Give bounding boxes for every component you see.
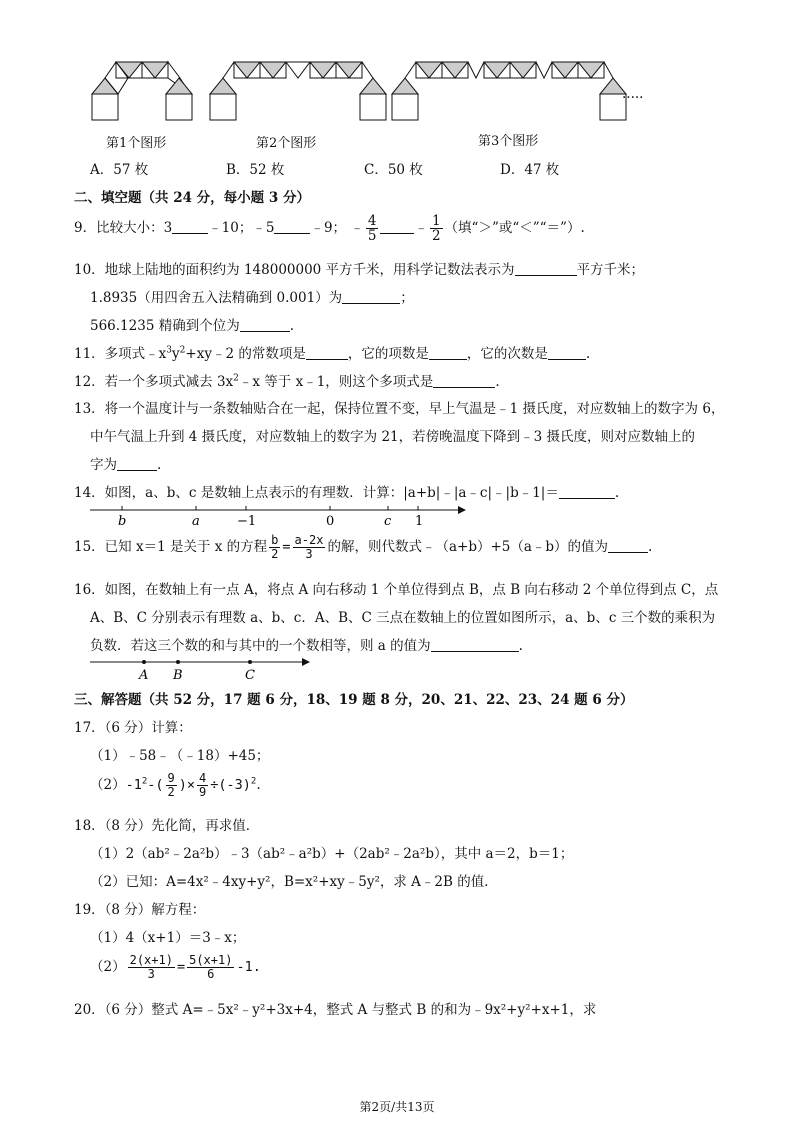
question-18-part2: （2）已知：A=4x²﹣4xy+y²，B=x²+xy﹣5y²，求 A﹣2B 的值． xyxy=(90,874,498,890)
question-19-part2: （2） $\frac{2(x+1)}{3}$ = $\frac{5(x+1)}{6}$ -1. xyxy=(90,953,261,981)
q17-fraction-1: $\frac{9}{2}$ xyxy=(167,771,175,799)
option-b: B．52 枚 xyxy=(226,162,285,178)
figure-caption-3: 第3个图形 xyxy=(478,134,539,149)
q9-p2: ﹣10；﹣5 xyxy=(208,220,275,237)
question-19-part1: （1）4（x+1）＝3﹣x； xyxy=(90,930,246,946)
numline1-label-b: b xyxy=(118,514,127,529)
q9-prefix: 9．比较大小：3 xyxy=(74,220,173,237)
question-13-line1: 13．将一个温度计与一条数轴贴合在一起，保持位置不变，早上气温是﹣1 摄氏度，对应数轴上的数字为 6， xyxy=(74,401,725,417)
question-10-line1: 10．地球上陆地的面积约为 148000000 平方千米，用科学记数法表示为 平方千米； xyxy=(74,262,645,278)
numline2-label-A: A xyxy=(139,668,149,683)
q15-fraction-1: $\frac{b}{2}$ xyxy=(271,533,279,561)
question-20: 20．（6 分）整式 A=﹣5x²﹣y²+3x+4，整式 A 与整式 B 的和为﹣9x²+y²+x+1，求 xyxy=(74,1002,597,1018)
q10-blank-1[interactable] xyxy=(515,261,577,276)
q15-fraction-2: $\frac{a-2x}{3}$ xyxy=(294,533,324,561)
q9-blank-2[interactable] xyxy=(274,219,310,234)
figure-1 xyxy=(92,62,192,120)
q13-blank[interactable] xyxy=(117,456,157,471)
q19-fraction-2: $\frac{5(x+1)}{6}$ xyxy=(189,953,233,981)
question-18-part1: （1）2（ab²﹣2a²b）﹣3（ab²﹣a²b）+（2ab²﹣2a²b），其中 a＝2，b＝1； xyxy=(90,846,574,862)
page-footer: 第2页/共13页 xyxy=(359,1100,435,1114)
number-line-2 xyxy=(86,652,326,684)
q9-p3: ﹣9； xyxy=(310,220,347,237)
question-17-title: 17．（6 分）计算： xyxy=(74,720,192,736)
q9-suffix: （填“＞”或“＜”“＝”）. xyxy=(444,220,585,237)
pattern-figures xyxy=(80,50,680,130)
q9-fraction-1: $\frac{4}{5}$ xyxy=(367,213,377,245)
question-16-line3: 负数．若这三个数的和与其中的一个数相等，则 a 的值为 . xyxy=(90,638,523,654)
q16-blank[interactable] xyxy=(431,637,519,652)
numline1-label-a: a xyxy=(192,514,200,529)
figure-3 xyxy=(392,62,626,120)
question-16-line1: 16．如图，在数轴上有一点 A，将点 A 向右移动 1 个单位得到点 B，点 B 向右移动 2 个单位得到点 C，点 xyxy=(74,582,719,598)
number-line-1 xyxy=(86,500,476,530)
numline1-label-c: c xyxy=(384,514,392,529)
figure-caption-2: 第2个图形 xyxy=(256,136,317,151)
q9-blank-3[interactable] xyxy=(380,219,414,234)
q11-blank-3[interactable] xyxy=(548,345,586,360)
option-a: A．57 枚 xyxy=(90,162,149,178)
numline2-label-C: C xyxy=(245,668,255,683)
figure-caption-1: 第1个图形 xyxy=(106,136,167,151)
question-15: 15．已知 x＝1 是关于 x 的方程 $\frac{b}{2}$ = $\frac{a-2x}{3}$ 的解，则代数式﹣（a+b）+5（a﹣b）的值为 . xyxy=(74,533,653,561)
q9-blank-1[interactable] xyxy=(172,219,208,234)
q17-fraction-2: $\frac{4}{9}$ xyxy=(199,771,207,799)
numline1-label-neg1: −1 xyxy=(237,514,257,529)
q9-fraction-2: $\frac{1}{2}$ xyxy=(431,213,441,245)
numline1-label-0: 0 xyxy=(326,514,335,529)
question-10-line3: 566.1235 精确到个位为 . xyxy=(90,318,295,334)
q12-blank[interactable] xyxy=(433,373,495,388)
question-13-line3: 字为 . xyxy=(90,457,162,473)
figure-2 xyxy=(210,62,386,120)
q11-blank-1[interactable] xyxy=(306,345,348,360)
question-16-line2: A、B、C 分别表示有理数 a、b、c．A、B、C 三点在数轴上的位置如图所示，a、b、c 三个数的乘积为 xyxy=(90,610,716,626)
question-17-part1: （1）﹣58﹣（﹣18）+45； xyxy=(90,748,270,764)
question-14: 14．如图，a、b、c 是数轴上点表示的有理数．计算：|a+b|﹣|a﹣c|﹣|b﹣1|＝ . xyxy=(74,485,620,501)
numline2-label-B: B xyxy=(173,668,183,683)
q10-blank-2[interactable] xyxy=(342,289,400,304)
section3-title: 三、解答题（共 52 分，17 题 6 分，18、19 题 8 分，20、21、22、23、24 题 6 分） xyxy=(74,692,634,708)
q19-fraction-1: $\frac{2(x+1)}{3}$ xyxy=(129,953,173,981)
q15-blank[interactable] xyxy=(608,538,648,553)
question-13-line2: 中午气温上升到 4 摄氏度，对应数轴上的数字为 21，若傍晚温度下降到﹣3 摄氏度，则对应数轴上的 xyxy=(90,429,696,445)
question-19-title: 19．（8 分）解方程： xyxy=(74,902,206,918)
question-12: 12．若一个多项式减去 $3x^2﹣x$ 等于 x﹣1，则这个多项式是 . xyxy=(74,373,500,390)
section2-title: 二、填空题（共 24 分，每小题 3 分） xyxy=(74,190,310,206)
q14-blank[interactable] xyxy=(559,484,615,499)
question-17-part2: $(2)-1^2-$( $\frac{9}{2}$ )× $\frac{4}{9}$ $\div(-3)^2$. xyxy=(90,771,261,799)
option-c: C．50 枚 xyxy=(364,162,423,178)
numline1-label-1: 1 xyxy=(415,514,424,529)
q10-blank-3[interactable] xyxy=(240,317,290,332)
figures-ellipsis: ..... xyxy=(622,86,644,102)
option-d: D．47 枚 xyxy=(500,162,560,178)
q11-blank-2[interactable] xyxy=(429,345,467,360)
question-18-title: 18．（8 分）先化简，再求值． xyxy=(74,818,260,834)
question-11: 11．多项式$﹣x^3y^2+xy﹣2$ 的常数项是 ，它的项数是 ，它的次数是 . xyxy=(74,345,591,362)
question-9: 9．比较大小：3 ﹣10；﹣5 ﹣9； ﹣ $\frac{4}{5}$ ﹣ $\frac{1}{2}$ （填“＞”或“＜”“＝”）. xyxy=(74,213,585,245)
question-10-line2: 1.8935（用四舍五入法精确到 0.001）为 ； xyxy=(90,290,414,306)
